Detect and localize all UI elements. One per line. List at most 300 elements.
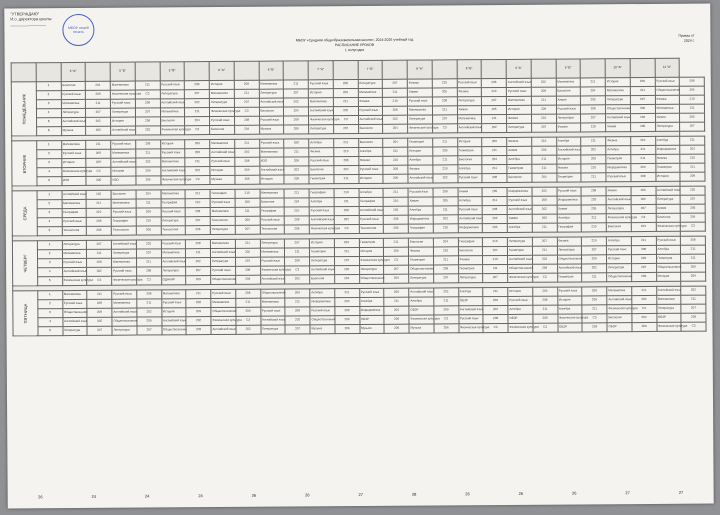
room-cell: 211 xyxy=(236,298,261,307)
room-cell: 210 xyxy=(383,97,408,106)
room-cell: СЗ xyxy=(533,323,558,332)
subject-cell: Алгебра xyxy=(507,223,532,232)
room-cell: 211 xyxy=(284,148,309,157)
subject-cell: Биология xyxy=(606,223,631,232)
subject-cell: История xyxy=(209,80,234,89)
room-cell: 211 xyxy=(135,149,160,158)
room-cell: 208 xyxy=(533,296,558,305)
order-line: Приказ от xyxy=(678,33,695,38)
subject-cell: Математика xyxy=(62,249,87,258)
room-cell: 206 xyxy=(235,175,260,184)
lesson-number: 1 xyxy=(37,191,62,200)
subject-cell: Русский язык xyxy=(507,196,532,205)
room-cell: 210 xyxy=(333,148,358,157)
room-cell: 211 xyxy=(86,199,111,208)
lesson-number: 1 xyxy=(36,141,61,150)
document-title xyxy=(154,37,554,55)
room-cell: 202 xyxy=(680,186,705,195)
room-cell: СЗ xyxy=(483,323,508,332)
room-cell: СЗ xyxy=(333,116,358,125)
subject-cell: Обществознание xyxy=(409,265,434,274)
room-cell: 209 xyxy=(681,313,706,322)
subject-cell: Музыка xyxy=(259,125,284,134)
weekly-totals-row xyxy=(14,490,708,500)
column-header xyxy=(432,60,457,79)
room-cell: 210 xyxy=(433,224,458,233)
room-cell: 210 xyxy=(86,208,111,217)
room-cell: 207 xyxy=(137,326,162,335)
subject-cell: Музыка xyxy=(310,325,335,334)
room-cell: 208 xyxy=(135,99,160,108)
subject-cell: Информатика xyxy=(310,298,335,307)
room-cell: СЗ xyxy=(136,276,161,285)
room-cell: 207 xyxy=(333,125,358,134)
room-cell: 206 xyxy=(285,225,310,234)
subject-cell: Английский язык xyxy=(359,206,384,215)
subject-cell: Геометрия xyxy=(655,163,680,172)
day-label: СРЕДА xyxy=(12,191,37,236)
room-cell: 209 xyxy=(680,172,705,181)
room-cell: 202 xyxy=(333,107,358,116)
room-cell: 202 xyxy=(87,317,112,326)
room-cell: 209 xyxy=(383,174,408,183)
room-cell: 207 xyxy=(383,79,408,88)
subject-cell: Английский язык xyxy=(260,275,285,284)
subject-cell: Английский язык xyxy=(160,99,185,108)
subject-cell: ИЗО xyxy=(61,176,86,185)
room-cell: 206 xyxy=(86,126,111,135)
room-cell: СЗ xyxy=(434,315,459,324)
room-cell: 211 xyxy=(186,249,211,258)
room-cell: 207 xyxy=(285,325,310,334)
subject-cell: История xyxy=(359,247,384,256)
lesson-number: 2 xyxy=(38,300,63,309)
subject-cell: Математика xyxy=(655,104,680,113)
subject-cell: Биология xyxy=(260,198,285,207)
subject-cell: Алгебра xyxy=(606,146,631,155)
lesson-number: 2 xyxy=(36,91,61,100)
room-cell: 207 xyxy=(680,122,705,131)
subject-cell: Литература xyxy=(457,97,482,106)
subject-cell: Физическая культура xyxy=(606,214,631,223)
room-cell: 207 xyxy=(284,89,309,98)
subject-cell: Английский язык xyxy=(507,255,532,264)
weekly-total: 26 xyxy=(572,490,577,496)
subject-cell: Информатика xyxy=(507,187,532,196)
subject-cell: Математика xyxy=(61,99,86,108)
subject-cell: Математика xyxy=(607,287,632,296)
room-cell: 211 xyxy=(433,206,458,215)
room-cell: 211 xyxy=(482,196,507,205)
column-header: 5 "Б" xyxy=(110,62,135,81)
room-cell: 211 xyxy=(482,164,507,173)
subject-cell: Литература xyxy=(409,274,434,283)
subject-cell: Физическая культура xyxy=(160,176,185,185)
room-cell: 211 xyxy=(284,189,309,198)
subject-cell: История xyxy=(606,255,631,264)
room-cell: СЗ xyxy=(285,266,310,275)
room-cell: 207 xyxy=(483,273,508,282)
room-cell: 211 xyxy=(136,258,161,267)
subject-cell: Английский язык xyxy=(111,126,136,135)
subject-cell: Алгебра xyxy=(359,297,384,306)
subject-cell: Английский язык xyxy=(112,308,137,317)
subject-cell: География xyxy=(408,224,433,233)
subject-cell: Математика xyxy=(112,258,137,267)
subject-cell: Литература xyxy=(61,108,86,117)
subject-cell: Литература xyxy=(507,123,532,132)
subject-cell: Химия xyxy=(606,123,631,132)
subject-cell: История xyxy=(508,287,533,296)
subject-cell: Химия xyxy=(458,188,483,197)
room-cell: 209 xyxy=(630,77,655,86)
subject-cell: Физическая культура xyxy=(359,256,384,265)
subject-cell: Русский язык xyxy=(111,140,136,149)
room-cell: 211 xyxy=(285,248,310,257)
room-cell: 204 xyxy=(383,138,408,147)
room-cell: 208 xyxy=(284,116,309,125)
subject-cell: Математика xyxy=(210,239,235,248)
subject-cell: Физическая культура xyxy=(508,273,533,282)
subject-cell: География xyxy=(210,189,235,198)
subject-cell: Физика xyxy=(457,88,482,97)
room-cell: 202 xyxy=(433,174,458,183)
room-cell: 211 xyxy=(680,163,705,172)
subject-cell: Физическая культура xyxy=(110,90,135,99)
room-cell: 209 xyxy=(631,272,656,281)
room-cell: 209 xyxy=(630,104,655,113)
room-cell: 211 xyxy=(235,239,260,248)
subject-cell: Информатика xyxy=(458,224,483,233)
day-label: ЧЕТВЕРГ xyxy=(12,241,37,286)
room-cell: 204 xyxy=(136,190,161,199)
room-cell: 207 xyxy=(631,204,656,213)
room-cell: 202 xyxy=(86,117,111,126)
subject-cell: Технология xyxy=(359,224,384,233)
lesson-number: 5 xyxy=(37,277,62,286)
room-cell: 209 xyxy=(581,155,606,164)
subject-cell: Английский язык xyxy=(210,148,235,157)
subject-cell: Русский язык xyxy=(308,80,333,89)
subject-cell: Физическая культура xyxy=(409,315,434,324)
room-cell: СЗ xyxy=(681,322,706,331)
subject-cell: Алгебра xyxy=(557,305,582,314)
room-cell: СЗ xyxy=(185,126,210,135)
subject-cell: Русский язык xyxy=(506,87,531,96)
room-cell: 211 xyxy=(532,223,557,232)
room-cell: 211 xyxy=(434,297,459,306)
room-cell: 211 xyxy=(334,198,359,207)
room-cell: 202 xyxy=(334,216,359,225)
room-cell: 206 xyxy=(87,226,112,235)
room-cell: 205 xyxy=(482,105,507,114)
column-header xyxy=(580,59,605,78)
room-cell: 202 xyxy=(135,126,160,135)
subject-cell: Литература xyxy=(62,326,87,335)
room-cell: 209 xyxy=(186,308,211,317)
subject-cell: История xyxy=(408,147,433,156)
subject-cell: Математика xyxy=(111,199,136,208)
subject-cell: Английский язык xyxy=(458,306,483,315)
room-cell: 211 xyxy=(482,114,507,123)
lesson-number: 3 xyxy=(37,159,62,168)
day-label: ПЯТНИЦА xyxy=(13,291,38,336)
room-cell: 211 xyxy=(582,273,607,282)
subject-cell: История xyxy=(457,138,482,147)
subject-cell: Геометрия xyxy=(409,256,434,265)
room-cell: 208 xyxy=(235,198,260,207)
room-cell: 202 xyxy=(185,99,210,108)
subject-cell: История xyxy=(655,172,680,181)
subject-cell: Математика xyxy=(260,248,285,257)
room-cell: СЗ xyxy=(384,256,409,265)
subject-cell: Русский язык xyxy=(655,77,680,86)
subject-cell: Русский язык xyxy=(656,236,681,245)
room-cell: 208 xyxy=(333,80,358,89)
room-cell: 204 xyxy=(482,155,507,164)
room-cell: 208 xyxy=(87,299,112,308)
room-cell: 204 xyxy=(284,198,309,207)
subject-cell: Математика xyxy=(161,190,186,199)
room-cell: 208 xyxy=(86,90,111,99)
column-header: 6 "Б" xyxy=(259,61,284,80)
subject-cell: Биология xyxy=(457,156,482,165)
subject-cell: Математика xyxy=(656,295,681,304)
room-cell: 209 xyxy=(384,274,409,283)
room-cell: 206 xyxy=(186,226,211,235)
subject-cell: Русский язык xyxy=(111,208,136,217)
room-cell: 209 xyxy=(234,80,259,89)
subject-cell: Литература xyxy=(211,257,236,266)
subject-cell: Математика xyxy=(211,298,236,307)
approval-block xyxy=(10,11,51,26)
weekly-total: 26 xyxy=(465,491,470,497)
room-cell: 207 xyxy=(680,195,705,204)
subject-cell: Физика xyxy=(556,123,581,132)
subject-cell: Математика xyxy=(111,149,136,158)
room-cell: 209 xyxy=(531,105,556,114)
lesson-number: 3 xyxy=(38,309,63,318)
column-header: 7 "А" xyxy=(308,61,333,80)
room-cell: 206 xyxy=(284,157,309,166)
room-cell: 208 xyxy=(384,288,409,297)
weekly-total: 26 xyxy=(251,492,257,498)
subject-cell: Физика xyxy=(606,137,631,146)
room-cell: 210 xyxy=(582,237,607,246)
room-cell: 211 xyxy=(384,297,409,306)
room-cell: 208 xyxy=(532,196,557,205)
room-cell: 209 xyxy=(334,239,359,248)
subject-cell: Русский язык xyxy=(358,165,383,174)
subject-cell: Русский язык xyxy=(407,97,432,106)
room-cell: 208 xyxy=(185,81,210,90)
order-line: 2024 г. xyxy=(683,38,695,43)
room-cell: 211 xyxy=(383,147,408,156)
room-cell: 211 xyxy=(186,290,211,299)
lesson-number: 3 xyxy=(37,259,62,268)
room-cell: 205 xyxy=(581,96,606,105)
subject-cell: История xyxy=(161,308,186,317)
room-cell: 208 xyxy=(234,116,259,125)
room-cell: 210 xyxy=(383,156,408,165)
subject-cell: Геометрия xyxy=(606,155,631,164)
weekly-total: 24 xyxy=(198,493,203,499)
subject-cell: Физика xyxy=(358,97,383,106)
room-cell: 207 xyxy=(531,123,556,132)
room-cell: 209 xyxy=(681,263,706,272)
subject-cell: Физика xyxy=(309,148,334,157)
room-cell: 211 xyxy=(333,139,358,148)
subject-cell: Алгебра xyxy=(358,147,383,156)
room-cell: 209 xyxy=(582,296,607,305)
subject-cell: Физическая культура xyxy=(112,276,137,285)
subject-cell: Геометрия xyxy=(359,238,384,247)
room-cell: 211 xyxy=(234,89,259,98)
subject-cell: Литература xyxy=(309,125,334,134)
room-cell: СЗ xyxy=(432,124,457,133)
room-cell: 207 xyxy=(433,274,458,283)
room-cell: 204 xyxy=(185,117,210,126)
room-cell: 211 xyxy=(681,295,706,304)
subject-cell: Алгебра xyxy=(656,245,681,254)
subject-cell: Английский язык xyxy=(62,267,87,276)
room-cell: 208 xyxy=(680,77,705,86)
subject-cell: Русский язык xyxy=(62,258,87,267)
subject-cell: Информатика xyxy=(557,196,582,205)
room-cell: 208 xyxy=(483,314,508,323)
room-cell: 207 xyxy=(87,240,112,249)
room-cell: 208 xyxy=(631,172,656,181)
room-cell: 208 xyxy=(136,208,161,217)
subject-cell: Английский язык xyxy=(160,167,185,176)
subject-cell: История xyxy=(61,158,86,167)
room-cell: 206 xyxy=(86,176,111,185)
room-cell: 209 xyxy=(236,307,261,316)
subject-cell: Обществознание xyxy=(211,275,236,284)
subject-cell: Обществознание xyxy=(656,263,681,272)
subject-cell: Математика xyxy=(112,299,137,308)
subject-cell: Математика xyxy=(61,140,86,149)
room-cell: 202 xyxy=(284,166,309,175)
subject-cell: Информатика xyxy=(408,215,433,224)
room-cell: 208 xyxy=(186,240,211,249)
room-cell: 208 xyxy=(383,106,408,115)
room-cell: 210 xyxy=(630,136,655,145)
room-cell: 208 xyxy=(334,207,359,216)
subject-cell: Русский язык xyxy=(61,149,86,158)
room-cell: 211 xyxy=(483,264,508,273)
subject-cell: Биология xyxy=(408,238,433,247)
room-cell: 209 xyxy=(631,254,656,263)
lesson-number: 4 xyxy=(37,268,62,277)
room-cell: 210 xyxy=(433,165,458,174)
subject-cell: Физика xyxy=(407,79,432,88)
subject-cell: Английский язык xyxy=(61,117,86,126)
subject-cell: Английский язык xyxy=(656,286,681,295)
room-cell: 209 xyxy=(137,317,162,326)
column-header: 7 "Б" xyxy=(358,60,383,79)
subject-cell: Английский язык xyxy=(210,248,235,257)
room-cell: 211 xyxy=(581,137,606,146)
room-cell: 207 xyxy=(86,108,111,117)
subject-cell: Геометрия xyxy=(458,265,483,274)
subject-cell: Химия xyxy=(407,88,432,97)
subject-cell: Обществознание xyxy=(310,316,335,325)
subject-cell: Литература xyxy=(358,79,383,88)
room-cell: 208 xyxy=(185,149,210,158)
room-cell: 204 xyxy=(234,125,259,134)
room-cell: 210 xyxy=(433,247,458,256)
subject-cell: Обществознание xyxy=(161,326,186,335)
room-cell: 211 xyxy=(284,80,309,89)
room-cell: 211 xyxy=(631,154,656,163)
subject-cell: Технология xyxy=(111,226,136,235)
subject-cell: Музыка xyxy=(409,324,434,333)
subject-cell: Русский язык xyxy=(211,289,236,298)
subject-cell: Английский язык xyxy=(310,266,335,275)
column-header: 9 "А" xyxy=(506,59,531,78)
room-cell: 208 xyxy=(284,139,309,148)
room-cell: 203 xyxy=(483,223,508,232)
subject-cell: Английский язык xyxy=(111,240,136,249)
subject-cell: Английский язык xyxy=(308,107,333,116)
subject-cell: Биология xyxy=(61,81,86,90)
subject-cell: Химия xyxy=(507,214,532,223)
room-cell: 202 xyxy=(236,325,261,334)
room-cell: 210 xyxy=(483,255,508,264)
room-cell: 211 xyxy=(681,245,706,254)
room-cell: 205 xyxy=(531,146,556,155)
room-cell: 205 xyxy=(482,187,507,196)
subject-cell: Музыка xyxy=(61,126,86,135)
lesson-number: 4 xyxy=(36,109,61,118)
room-cell: 209 xyxy=(185,140,210,149)
room-cell: 211 xyxy=(135,81,160,90)
subject-cell: Литература xyxy=(359,265,384,274)
subject-cell: Химия xyxy=(507,146,532,155)
room-cell: 202 xyxy=(532,255,557,264)
subject-cell: Физическая культура xyxy=(408,124,433,133)
subject-cell: Английский язык xyxy=(458,215,483,224)
room-cell: 207 xyxy=(384,265,409,274)
room-cell: 202 xyxy=(234,148,259,157)
subject-cell: Русский язык xyxy=(457,79,482,88)
column-header xyxy=(36,63,61,82)
weekly-total: 27 xyxy=(678,489,684,495)
room-cell: 207 xyxy=(87,326,112,335)
room-cell: 209 xyxy=(483,296,508,305)
room-cell: 204 xyxy=(284,107,309,116)
room-cell: 210 xyxy=(482,87,507,96)
room-cell: 208 xyxy=(235,266,260,275)
room-cell: 209 xyxy=(482,137,507,146)
subject-cell: Физическая культура xyxy=(557,314,582,323)
room-cell: 210 xyxy=(582,223,607,232)
subject-cell: Литература xyxy=(110,108,135,117)
subject-cell: Физическая культура xyxy=(656,222,681,231)
subject-cell: Английский язык xyxy=(507,205,532,214)
room-cell: 209 xyxy=(186,326,211,335)
room-cell: 207 xyxy=(135,108,160,117)
subject-cell: ОБЗР xyxy=(607,323,632,332)
subject-cell: Алгебра xyxy=(409,297,434,306)
room-cell: 211 xyxy=(234,139,259,148)
lesson-number: 6 xyxy=(36,127,61,136)
subject-cell: Химия xyxy=(556,96,581,105)
room-cell: 205 xyxy=(680,113,705,122)
subject-cell: Химия xyxy=(408,197,433,206)
column-header: 8 "А" xyxy=(407,60,432,79)
